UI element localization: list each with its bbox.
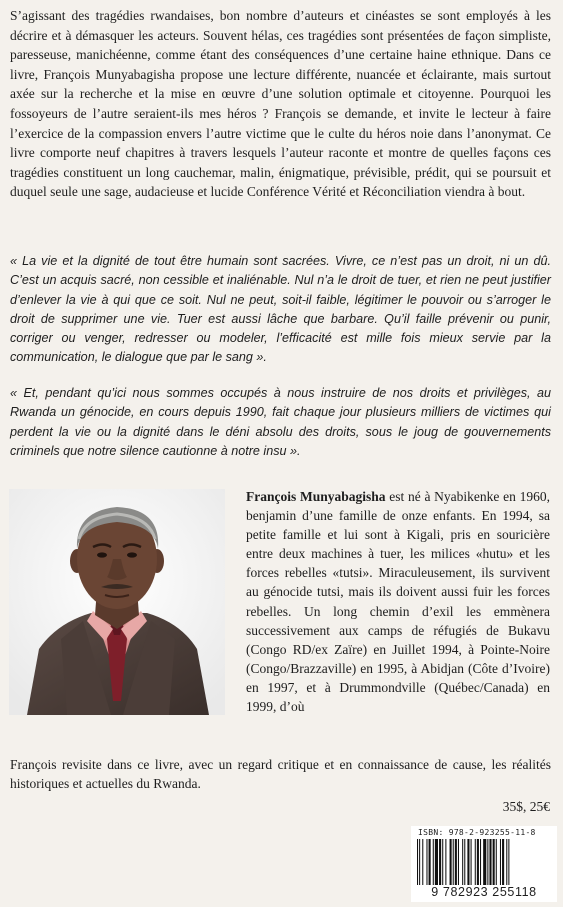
author-name: François Munyabagisha <box>246 489 386 504</box>
author-bio-text: est né à Nyabikenke en 1960, benjamin d’une famille de onze enfants. En 1994, sa petite famille et lui sont à Kigali, pris en souricière entre deux machines à tuer, les milices «hutu» et les forces rebelles «tutsi». Miraculeusement, ils survivent au génocide tutsi, mais ils doivent aussi fuir les forces rebelles. Un long chemin d’exil les emmènera successivement aux camps de réfugiés de Bukavu (Congo RD/ex Zaïre) en Juillet 1994, à Pointe-Noire (Congo/Brazzaville) en 1995, à Abidjan (Côte d’Ivoire) en 1997, et à Drummondville (Québec/Canada) en 1999, d’où <box>246 489 550 715</box>
isbn-barcode <box>411 826 557 902</box>
author-photo <box>9 489 225 715</box>
barcode-bar <box>450 839 452 887</box>
barcode-bar <box>508 839 509 887</box>
barcode-bar <box>464 839 465 887</box>
barcode-bar <box>419 839 420 887</box>
price: 35$, 25€ <box>502 799 550 814</box>
barcode-number: 9 782923 255118 <box>413 885 555 899</box>
barcode-bar <box>477 839 479 887</box>
barcode-bar <box>417 839 418 887</box>
barcode-bar <box>442 839 443 887</box>
barcode-bar <box>487 839 488 887</box>
quote-rwanda-genocide: « Et, pendant qu’ici nous sommes occupés à nous instruire de nos droits et privilèges, au Rwanda un génocide, en cours depuis 1990, fait chaque jour plusieurs milliers de victimes qui perdent la vie ou la dignité dans le déni absolu des droits, sous le joug de gouvernements criminels que notre silence cautionne à notre insu ». <box>10 386 551 458</box>
barcode-bar <box>439 839 441 887</box>
barcode-bar <box>422 839 423 887</box>
barcode-bar <box>462 839 463 887</box>
barcode-bar <box>453 839 454 887</box>
barcode-bar <box>502 839 504 887</box>
barcode-bar <box>455 839 457 887</box>
barcode-bar <box>471 839 472 887</box>
barcode-bar <box>458 839 459 887</box>
barcode-bar <box>500 839 501 887</box>
barcode-bar <box>489 839 491 887</box>
barcode-bar <box>480 839 481 887</box>
barcode-bar <box>467 839 469 887</box>
quote-life-dignity: « La vie et la dignité de tout être humain sont sacrées. Vivre, ce n’est pas un droit, ni un dû. C’est un acquis sacré, non cessible et inaliénable. Nul n’a le droit de tuer, et rien ne peut justifier d’enlever la vie à qui que ce soit. Nul ne peut, soit-il faible, légitimer le pouvoir ou s’arroger le droit de supprimer une vie. Tuer est aussi lâche que barbare. Qu’il faille prévenir ou punir, corriger ou venger, redresser ou modeler, l’efficacité est mille fois mieux servie par la communication, le dialogue que par le sang ». <box>10 254 551 365</box>
isbn-label: ISBN: 978-2-923255-11-8 <box>418 828 536 837</box>
barcode-bar <box>429 839 431 887</box>
barcode-bar <box>433 839 434 887</box>
synopsis-paragraph: S’agissant des tragédies rwandaises, bon nombre d’auteurs et cinéastes se sont employés à les décrire et à démasquer les acteurs. Souvent hélas, ces tragédies sont présentées de façon simpliste, paresseuse, manichéenne, comme étant des conséquences d’une certaine haine ethnique. Dans ce livre, François Munyabagisha propose une lecture différente, nuancée et éclairante, mais surtout axée sur la recherche et la mise en œuvre d’une solution optimale et citoyenne. Pourquoi les fossoyeurs de l’autre seraient-ils mes héros ? François se demande, et invite le lecteur à faire l’exercice de la compassion envers l’autre victime que le culte du héros noie dans l’anonymat. Ce livre comporte neuf chapitres à travers lesquels l’auteur raconte et montre de quelles façons ces tragédies constituent un long cauchemar, malin, énigmatique, prévisible, prédit, qui se poursuit et duquel seule une sage, audacieuse et lucide Conférence Vérité et Réconciliation viendra à bout. <box>10 8 551 200</box>
barcode-bar <box>426 839 427 887</box>
barcode-bar <box>445 839 446 887</box>
author-bio <box>246 487 550 716</box>
barcode-bar <box>475 839 476 887</box>
barcode-bar <box>493 839 495 887</box>
barcode-bar <box>506 839 507 887</box>
author-bio-continued: François revisite dans ce livre, avec un regard critique et en connaissance de cause, les réalités historiques et actuelles du Rwanda. <box>10 757 551 792</box>
barcode-bar <box>435 839 438 887</box>
barcode-bar <box>496 839 497 887</box>
barcode-bar <box>483 839 486 887</box>
